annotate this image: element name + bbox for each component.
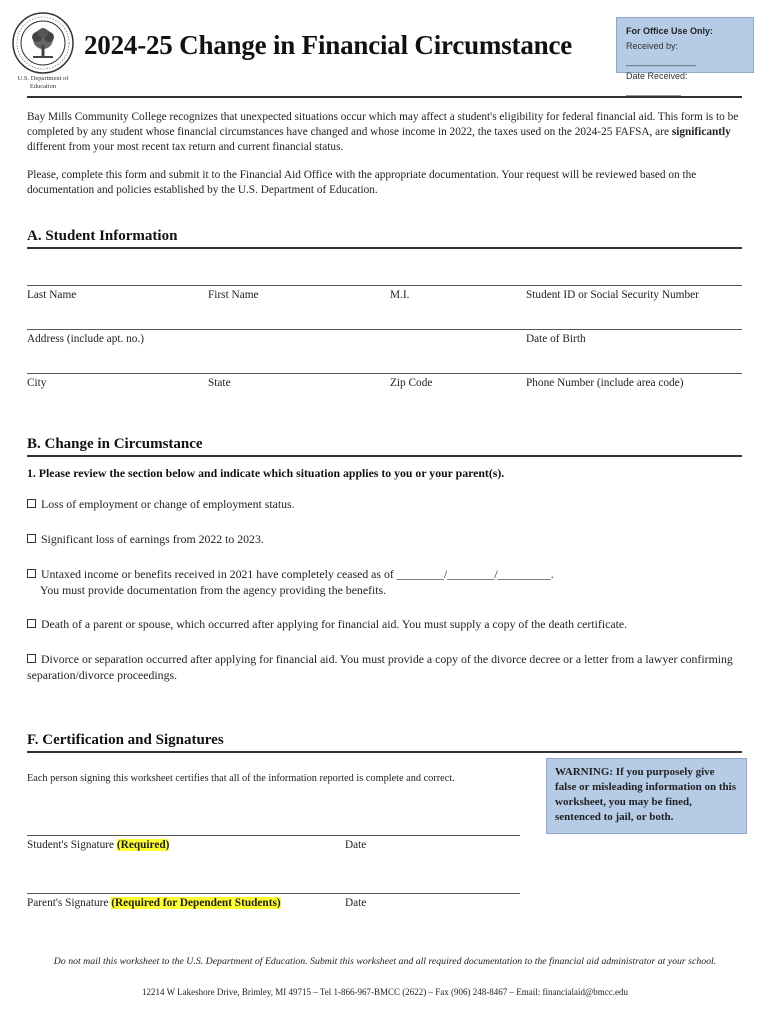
checkbox[interactable] bbox=[27, 654, 36, 663]
city-label: City bbox=[27, 377, 47, 389]
option-divorce-separation: Divorce or separation occurred after applying for financial aid. You must provide a copy of the divorce decree or a letter from a lawyer confirming separation/divorce proceedings. bbox=[27, 652, 733, 682]
checkbox[interactable] bbox=[27, 534, 36, 543]
section-b-divider bbox=[27, 455, 742, 457]
checkbox[interactable] bbox=[27, 619, 36, 628]
option-loss-of-employment: Loss of employment or change of employment status. bbox=[27, 496, 742, 512]
section-f-heading: F. Certification and Signatures bbox=[27, 732, 224, 748]
row2-write-line[interactable] bbox=[27, 329, 742, 330]
section-b-heading: B. Change in Circumstance bbox=[27, 436, 203, 452]
student-id-label: Student ID or Social Security Number bbox=[526, 289, 699, 301]
section-b-instruction: 1. Please review the section below and indicate which situation applies to you or your parent(s). bbox=[27, 466, 505, 480]
footer-notice: Do not mail this worksheet to the U.S. Department of Education. Submit this worksheet and all required documentation to the financial aid administrator at your school. bbox=[53, 956, 717, 967]
student-date-label: Date bbox=[345, 839, 367, 851]
required-dependent-highlight: (Required for Dependent Students) bbox=[111, 897, 281, 909]
date-received-field: Date Received: ___________ bbox=[626, 71, 688, 96]
first-name-label: First Name bbox=[208, 289, 259, 301]
section-f-divider bbox=[27, 751, 742, 753]
phone-number-label: Phone Number (include area code) bbox=[526, 377, 684, 389]
last-name-label: Last Name bbox=[27, 289, 77, 301]
seal-caption: U.S. Department of Education bbox=[17, 75, 69, 90]
address-label: Address (include apt. no.) bbox=[27, 333, 145, 345]
state-label: State bbox=[208, 377, 231, 389]
parent-signature-line[interactable] bbox=[27, 893, 520, 894]
intro-paragraph-1: Bay Mills Community College recognizes that unexpected situations occur which may affect a student's eligibility for federal financial aid. This form is to be completed by any student whose financial circumstances have changed and whose income in 2022, the taxes used on the 2024-25 FAFSA, are significantly different from your most recent tax return and current financial status. bbox=[27, 111, 739, 153]
page-title: 2024-25 Change in Financial Circumstance bbox=[84, 30, 573, 60]
option-loss-of-earnings: Significant loss of earnings from 2022 to 2023. bbox=[27, 531, 742, 547]
student-signature-label: Student's Signature (Required) bbox=[27, 839, 170, 851]
office-use-heading: For Office Use Only: bbox=[626, 26, 714, 36]
student-signature-line[interactable] bbox=[27, 835, 520, 836]
office-use-box bbox=[616, 17, 754, 96]
checkbox[interactable] bbox=[27, 569, 36, 578]
required-highlight: (Required) bbox=[116, 839, 170, 851]
department-seal-logo bbox=[12, 12, 74, 74]
parent-signature-label: Parent's Signature (Required for Dependent Students) bbox=[27, 897, 281, 909]
intro-paragraph-2: Please, complete this form and submit it to the Financial Aid Office with the appropriate documentation. Your request will be reviewed based on the documentation and policies established by the U.S. Department of Education. bbox=[27, 169, 697, 196]
option-death-of-parent: Death of a parent or spouse, which occurred after applying for financial aid. You must supply a copy of the death certificate. bbox=[27, 616, 742, 632]
emphasis-significantly: significantly bbox=[671, 126, 731, 138]
section-a-heading: A. Student Information bbox=[27, 228, 178, 244]
row1-write-line[interactable] bbox=[27, 285, 742, 286]
option-3-note: You must provide documentation from the agency providing the benefits. bbox=[40, 583, 387, 597]
header-divider bbox=[27, 96, 742, 98]
option-untaxed-income-ceased: Untaxed income or benefits received in 2021 have completely ceased as of ________/________/_________. You must provide documentation from the agency providing the benefits. bbox=[27, 566, 742, 598]
warning-box: WARNING: If you purposely give false or misleading information on this worksheet, you may be fined, sentenced to jail, or both. bbox=[546, 758, 747, 834]
section-a-divider bbox=[27, 247, 742, 249]
date-of-birth-label: Date of Birth bbox=[526, 333, 586, 345]
parent-date-label: Date bbox=[345, 897, 367, 909]
row3-write-line[interactable] bbox=[27, 373, 742, 374]
zip-code-label: Zip Code bbox=[390, 377, 433, 389]
middle-initial-label: M.I. bbox=[390, 289, 410, 301]
checkbox[interactable] bbox=[27, 499, 36, 508]
received-by-field: Received by: ______________ bbox=[626, 41, 697, 66]
footer-address: 12214 W Lakeshore Drive, Brimley, MI 49715 – Tel 1-866-967-BMCC (2622) – Fax (906) 248-8467 – Email: financialaid@bmcc.edu bbox=[142, 987, 628, 997]
certification-statement: Each person signing this worksheet certifies that all of the information reported is complete and correct. bbox=[27, 773, 455, 784]
